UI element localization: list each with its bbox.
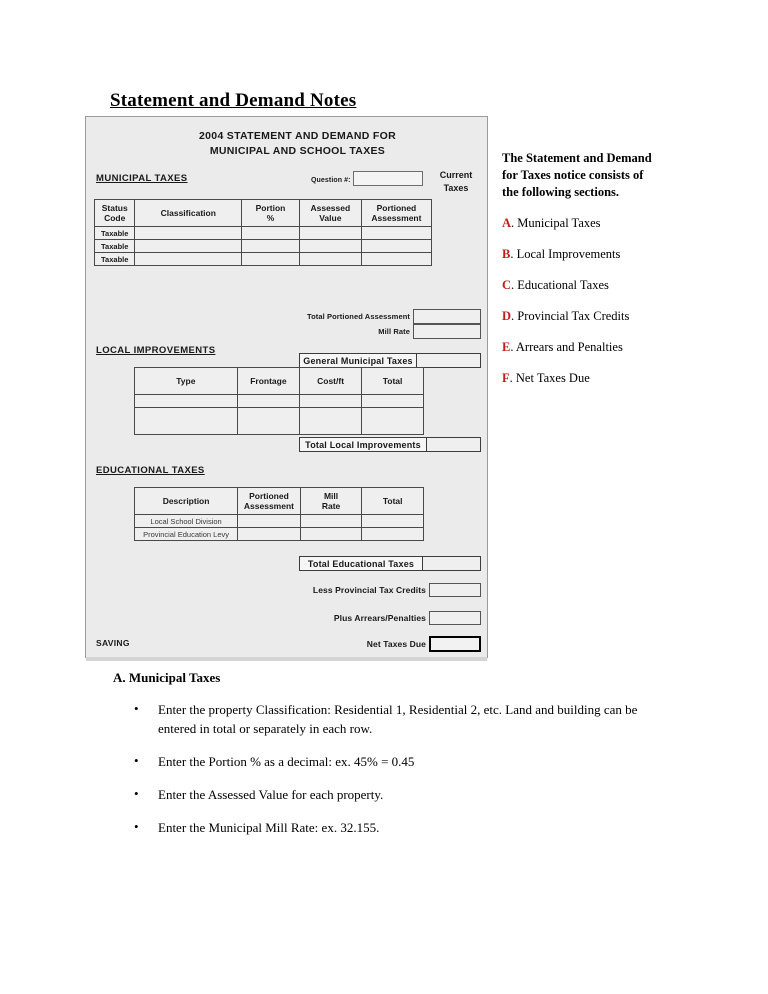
column-header-portion-pct (242, 200, 300, 227)
side-item-local-improvements (502, 246, 662, 263)
table-row (135, 408, 424, 435)
less-provincial-tax-credits-row (236, 583, 481, 597)
question-number-input[interactable] (353, 171, 423, 186)
general-municipal-taxes-row (299, 353, 481, 368)
plus-arrears-penalties-label: Plus Arrears/Penalties (333, 613, 426, 623)
current-taxes-line-1: Current (439, 170, 473, 180)
side-item-educational-taxes (502, 277, 662, 294)
side-item-arrears-and-penalties (502, 339, 662, 356)
general-municipal-taxes-value[interactable] (417, 353, 481, 368)
side-intro-text: The Statement and Demand for Taxes notice consists of the following sections. (502, 151, 652, 199)
educational-taxes-table (134, 487, 424, 541)
section-heading-educational-taxes: EDUCATIONAL TAXES (96, 465, 205, 476)
column-header-line-1: Portioned (376, 202, 417, 213)
portioned-assessment-cell[interactable] (238, 528, 301, 541)
local-improvements-table (134, 367, 424, 435)
form-header-line-2: MUNICIPAL AND SCHOOL TAXES (209, 145, 386, 157)
total-cell[interactable] (362, 408, 424, 435)
side-item-label: Local Improvements (516, 247, 621, 261)
column-header-line-1: Total (382, 375, 403, 386)
type-cell[interactable] (135, 395, 238, 408)
side-item-label: Municipal Taxes (517, 216, 601, 230)
table-row (135, 515, 424, 528)
total-local-improvements-label: Total Local Improvements (299, 437, 427, 452)
net-taxes-due-label: Net Taxes Due (366, 639, 426, 649)
type-cell[interactable] (135, 408, 238, 435)
classification-cell[interactable] (135, 240, 242, 253)
table-row (135, 395, 424, 408)
classification-cell[interactable] (135, 227, 242, 240)
side-item-letter: E (502, 340, 511, 354)
table-row (95, 240, 432, 253)
portion-cell[interactable] (242, 240, 300, 253)
column-header-line-2: % (266, 213, 275, 223)
assessed-value-cell[interactable] (299, 253, 361, 266)
column-header-line-1: Total (382, 495, 403, 506)
side-item-net-taxes-due (502, 370, 662, 387)
page-title: Statement and Demand Notes (110, 90, 357, 111)
side-item-label: Provincial Tax Credits (517, 309, 630, 323)
column-header-line-1: Type (176, 375, 196, 386)
column-header-line-1: Classification (160, 207, 216, 218)
column-header-classification (135, 200, 242, 227)
form-header-line-1: 2004 STATEMENT AND DEMAND FOR (199, 130, 396, 142)
column-header-type (135, 368, 238, 395)
table-row (95, 227, 432, 240)
less-provincial-tax-credits-value[interactable] (429, 583, 481, 597)
cost-per-ft-cell[interactable] (300, 395, 362, 408)
cost-per-ft-cell[interactable] (300, 408, 362, 435)
table-row (135, 528, 424, 541)
column-header-line-2: Assessment (371, 213, 422, 223)
column-header-cost-per-ft (300, 368, 362, 395)
frontage-cell[interactable] (237, 408, 299, 435)
current-taxes-line-2: Taxes (443, 183, 469, 193)
column-header-line-2: Rate (321, 501, 341, 511)
section-heading-local-improvements: LOCAL IMPROVEMENTS (96, 345, 216, 356)
mill-rate-cell[interactable] (300, 528, 362, 541)
table-header-row (95, 200, 432, 227)
table-row (95, 253, 432, 266)
mill-rate-row (236, 324, 481, 339)
side-explanation-column (502, 150, 662, 401)
current-taxes-label (428, 169, 484, 195)
total-cell[interactable] (362, 515, 424, 528)
net-taxes-due-row (236, 636, 481, 652)
column-header-line-2: Assessment (243, 501, 294, 511)
table-header-row (135, 488, 424, 515)
column-header-assessed-value (299, 200, 361, 227)
question-number-label: Question #: (311, 177, 351, 184)
description-cell: Local School Division (135, 515, 238, 528)
portion-cell[interactable] (242, 227, 300, 240)
column-header-line-1: Frontage (250, 375, 287, 386)
portioned-assessment-cell[interactable] (238, 515, 301, 528)
column-header-line-1: Portioned (249, 490, 289, 501)
side-item-label: Net Taxes Due (515, 371, 590, 385)
side-item-provincial-tax-credits (502, 308, 662, 325)
column-header-total (362, 488, 424, 515)
status-code-cell: Taxable (95, 240, 135, 253)
side-item-separator: . (511, 278, 518, 292)
column-header-line-1: Status (101, 202, 128, 213)
column-header-line-1: Mill (323, 490, 339, 501)
side-item-letter: C (502, 278, 512, 292)
status-code-cell: Taxable (95, 253, 135, 266)
description-cell: Provincial Education Levy (135, 528, 238, 541)
side-item-label: Educational Taxes (517, 278, 609, 292)
frontage-cell[interactable] (237, 395, 299, 408)
list-item: • Enter the Portion % as a decimal: ex. 45% = 0.45 (130, 752, 650, 771)
total-cell[interactable] (362, 528, 424, 541)
portioned-assessment-cell[interactable] (361, 227, 431, 240)
side-item-separator: . (510, 247, 517, 261)
total-local-improvements-value[interactable] (427, 437, 481, 452)
column-header-description (135, 488, 238, 515)
side-item-letter: B (502, 247, 511, 261)
mill-rate-value[interactable] (413, 324, 481, 339)
municipal-taxes-instructions-list (130, 700, 650, 851)
total-portioned-assessment-value[interactable] (413, 309, 481, 324)
column-header-line-1: Portion (255, 202, 286, 213)
plus-arrears-penalties-value[interactable] (429, 611, 481, 625)
total-portioned-assessment-row (236, 309, 481, 324)
status-code-cell: Taxable (95, 227, 135, 240)
mill-rate-cell[interactable] (300, 515, 362, 528)
total-cell[interactable] (362, 395, 424, 408)
side-item-separator: . (511, 216, 518, 230)
side-item-label: Arrears and Penalties (515, 340, 623, 354)
column-header-line-1: Assessed (310, 202, 351, 213)
column-header-mill-rate (300, 488, 362, 515)
portioned-assessment-cell[interactable] (361, 240, 431, 253)
side-item-letter: D (502, 309, 512, 323)
column-header-line-1: Description (162, 495, 210, 506)
total-portioned-assessment-label: Total Portioned Assessment (306, 312, 410, 321)
side-item-letter: A (502, 216, 512, 230)
subsection-heading-municipal-taxes: A. Municipal Taxes (113, 670, 221, 685)
column-header-line-2: Value (319, 213, 342, 223)
side-item-letter: F (502, 371, 510, 385)
assessed-value-cell[interactable] (299, 227, 361, 240)
mill-rate-label: Mill Rate (378, 327, 410, 336)
total-educational-taxes-label: Total Educational Taxes (299, 556, 423, 571)
column-header-status-code (95, 200, 135, 227)
list-item: • Enter the Municipal Mill Rate: ex. 32.155. (130, 818, 650, 837)
less-provincial-tax-credits-label: Less Provincial Tax Credits (312, 585, 426, 595)
portioned-assessment-cell[interactable] (361, 253, 431, 266)
form-header-title (86, 129, 487, 159)
total-educational-taxes-value[interactable] (423, 556, 481, 571)
column-header-portioned-assessment (361, 200, 431, 227)
saving-label: SAVING (96, 638, 130, 648)
total-local-improvements-row (299, 437, 481, 452)
total-educational-taxes-row (299, 556, 481, 571)
net-taxes-due-value[interactable] (429, 636, 481, 652)
statement-and-demand-form-image (85, 116, 488, 658)
list-item: • Enter the property Classification: Residential 1, Residential 2, etc. Land and building can be entered in total or separately in each row. (130, 700, 650, 738)
column-header-line-1: Cost/ft (317, 375, 345, 386)
side-item-municipal-taxes (502, 215, 662, 232)
section-heading-municipal-taxes: MUNICIPAL TAXES (96, 173, 188, 184)
side-item-separator: . (510, 340, 516, 354)
classification-cell[interactable] (135, 253, 242, 266)
column-header-portioned-assessment (238, 488, 301, 515)
list-item: • Enter the Assessed Value for each property. (130, 785, 650, 804)
portion-cell[interactable] (242, 253, 300, 266)
side-item-separator: . (511, 309, 518, 323)
column-header-total (362, 368, 424, 395)
side-item-separator: . (509, 371, 516, 385)
assessed-value-cell[interactable] (299, 240, 361, 253)
column-header-frontage (237, 368, 299, 395)
column-header-line-2: Code (104, 213, 126, 223)
general-municipal-taxes-label: General Municipal Taxes (299, 353, 417, 368)
municipal-taxes-table (94, 199, 432, 266)
table-header-row (135, 368, 424, 395)
plus-arrears-penalties-row (236, 611, 481, 625)
